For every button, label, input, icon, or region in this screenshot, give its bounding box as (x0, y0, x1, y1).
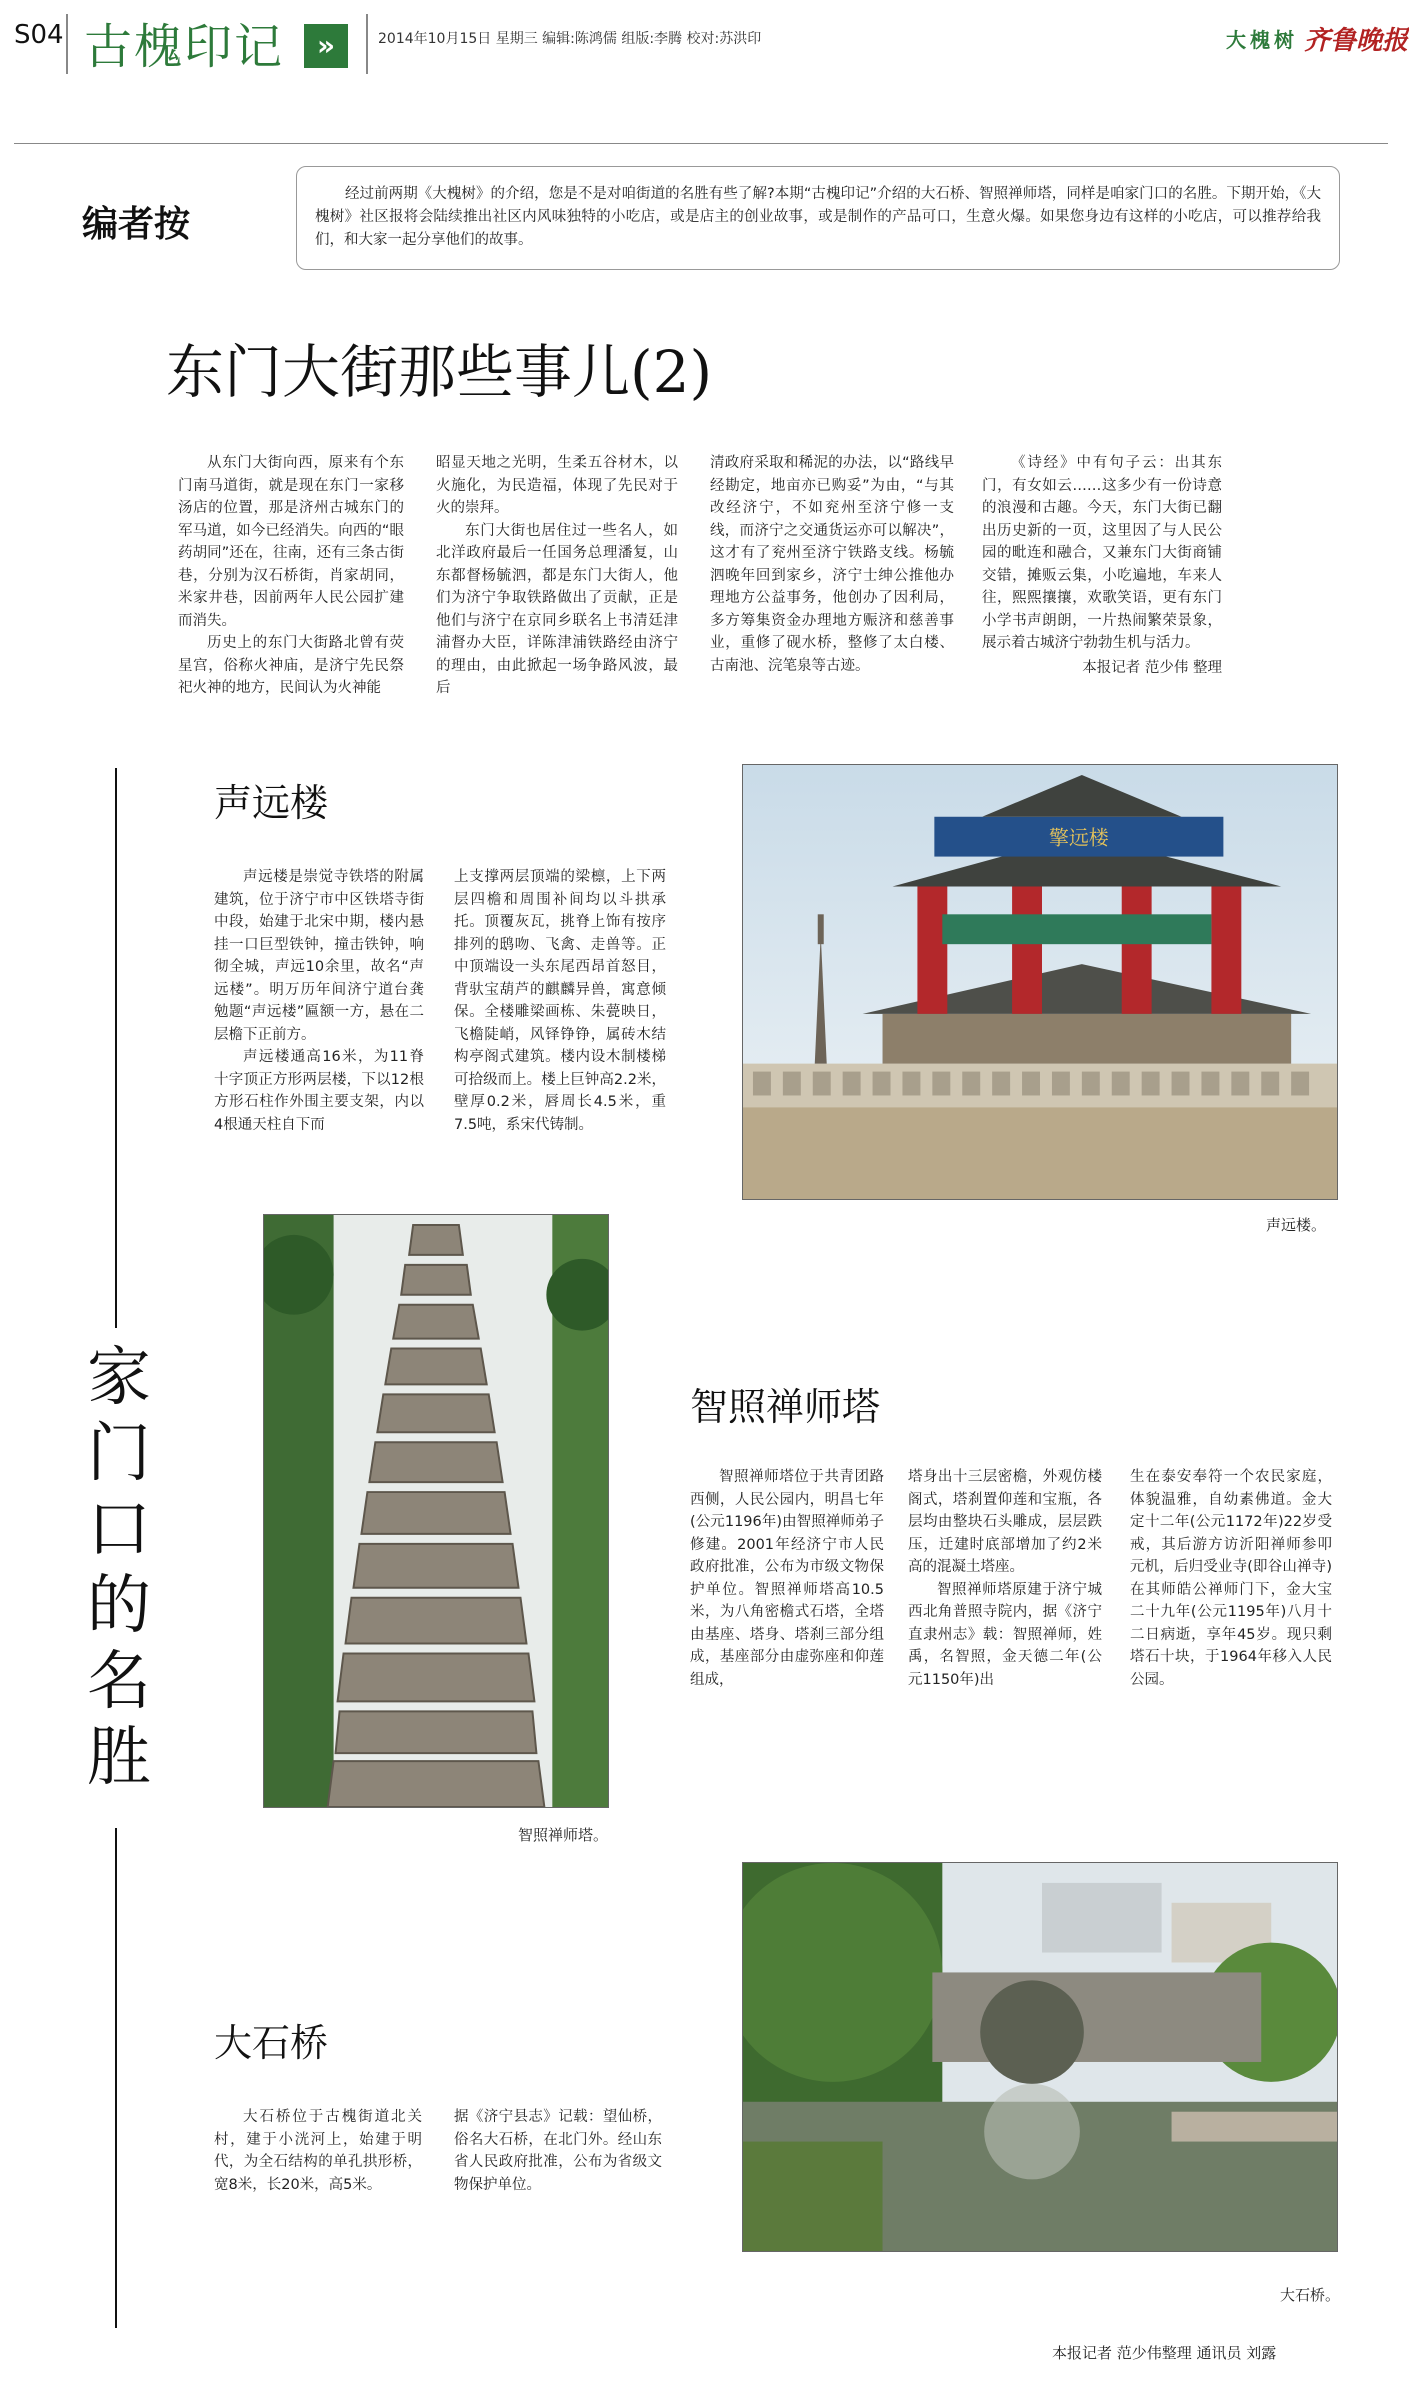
editor-note-text: 经过前两期《大槐树》的介绍，您是不是对咱街道的名胜有些了解?本期“古槐印记”介绍的大石桥、智照禅师塔，同样是咱家门口的名胜。下期开始，《大槐树》社区报将会陆续推出社区内风味独特的小吃店，或是店主的创业故事，或是制作的产品可口，生意火爆。如果您身边有这样的小吃店，可以推荐给我们，和大家一起分享他们的故事。 (296, 166, 1340, 270)
shengyuan-title: 声远楼 (214, 781, 329, 825)
editor-note-heading: 编者按 (82, 204, 191, 245)
header-divider (366, 14, 368, 74)
paragraph: 智照禅师塔原建于济宁城西北角普照寺院内，据《济宁直隶州志》载：智照禅师，姓禹，名智照，金天德二年(公元1150年)出 (908, 1581, 1102, 1688)
chevron-right-icon: » (304, 24, 348, 68)
side-rule-top (115, 768, 117, 1328)
shengyuan-column-2 (454, 866, 666, 1136)
zhizhao-column-3 (1130, 1466, 1332, 1691)
zhizhao-column-2 (908, 1466, 1102, 1691)
paragraph: 生在泰安奉符一个农民家庭，体貌温雅，自幼素佛道。金大定十二年(公元1172年)22岁受戒，其后游方访沂阳禅师参叩元机，后归受业寺(即谷山禅寺)在其师皓公禅师门下，金大宝二十九年(公元1195年)八月十二日病逝，享年45岁。现只剩塔石十块，于1964年移入人民公园。 (1130, 1469, 1332, 1688)
header-divider (66, 14, 68, 74)
paragraph: 清政府采取和稀泥的办法，以“路线早经勘定，地亩亦已购妥”为由，“与其改经济宁，不如兖州至济宁修一支线，而济宁之交通货运亦可以解决”，这才有了兖州至济宁铁路支线。杨毓泗晚年回到家乡，济宁士绅公推他办理地方公益事务，他创办了因利局，多方筹集资金办理地方赈济和慈善事业，重修了砚水桥，整修了太白楼、古南池、浣笔泉等古迹。 (710, 455, 954, 674)
plaque-text: 擎远楼 (1048, 826, 1109, 850)
side-section-title: 家门口的名胜 (87, 1341, 151, 1795)
header-rule (14, 143, 1388, 144)
bridge-photo (742, 1862, 1338, 2252)
page-number: S04 (14, 20, 64, 50)
paragraph: 昭显天地之光明，生柔五谷材木，以火施化，为民造福，体现了先民对于火的崇拜。 (436, 455, 678, 516)
paragraph: 《诗经》中有句子云：出其东门，有女如云……这多少有一份诗意的浪漫和古趣。今天，东门大街已翻出历史新的一页，这里因了与人民公园的毗连和融合，又兼东门大街商铺交错，摊贩云集，小吃遍地，车来人往，熙熙攘攘，欢歌笑语，更有东门小学书声朗朗，一片热闹繁荣景象，展示着古城济宁勃勃生机与活力。 (982, 455, 1222, 651)
article-column-1 (178, 452, 404, 700)
paragraph: 声远楼是崇觉寺铁塔的附属建筑，位于济宁市中区铁塔寺街中段，始建于北宋中期，楼内悬挂一口巨型铁钟，撞击铁钟，响彻全城，声远10余里，故名“声远楼”。明万历年间济宁道台龚勉题“声远楼”匾额一方，悬在二层檐下正前方。 (214, 869, 424, 1043)
paragraph: 上支撑两层顶端的梁檩，上下两层四檐和周围补间均以斗拱承托。顶覆灰瓦，挑脊上饰有按序排列的鸱吻、飞禽、走兽等。正中顶端设一头东尾西昂首怒目，背驮宝葫芦的麒麟异兽，寓意倾保。全楼雕梁画栋、朱甍映日，飞檐陡峭，风铎铮铮，属砖木结构亭阁式建筑。楼内设木制楼梯可拾级而上。楼上巨钟高2.2米，壁厚0.2米，唇周长4.5米，重7.5吨，系宋代铸制。 (454, 869, 666, 1133)
paragraph: 塔身出十三层密檐，外观仿楼阁式，塔刹置仰莲和宝瓶，各层均由整块石头雕成，层层跌压，迁建时底部增加了约2米高的混凝土塔座。 (908, 1469, 1102, 1575)
article-column-4 (982, 452, 1222, 679)
shengyuan-photo (742, 764, 1338, 1200)
page-byline: 本报记者 范少伟整理 通讯员 刘露 (1052, 2344, 1277, 2362)
paragraph: 声远楼通高16米，为11脊十字顶正方形两层楼，下以12根方形石柱作外围主要支架，内以4根通天柱自下而 (214, 1049, 424, 1133)
pagoda-photo (263, 1214, 609, 1808)
zhizhao-column-1 (690, 1466, 884, 1691)
newspaper-logo: 齐鲁晚报 (1304, 26, 1409, 56)
paragraph: 智照禅师塔位于共青团路西侧，人民公园内，明昌七年(公元1196年)由智照禅师弟子修建。2001年经济宁市人民政府批准，公布为市级文物保护单位。智照禅师塔高10.5米，为八角密檐式石塔，全塔由基座、塔身、塔刹三部分组成，基座部分由虚弥座和仰莲组成， (690, 1469, 884, 1688)
paragraph: 东门大街也居住过一些名人，如北洋政府最后一任国务总理潘复，山东都督杨毓泗，都是东门大街人，他们为济宁争取铁路做出了贡献，正是他们与济宁在京同乡联名上书清廷津浦督办大臣，详陈津浦铁路经由济宁的理由，由此掀起一场争路风波，最后 (436, 522, 678, 696)
issue-meta: 2014年10月15日 星期三 编辑:陈鸿儒 组版:李腾 校对:苏洪印 (378, 31, 762, 47)
brand-supplement: 大槐树 (1226, 28, 1298, 52)
side-rule-bottom (115, 1828, 117, 2328)
paragraph: 历史上的东门大街路北曾有荧星宫，俗称火神庙，是济宁先民祭祀火神的地方，民间认为火神能 (178, 635, 404, 696)
section-title: 古槐印记 (84, 19, 285, 75)
bridge-caption: 大石桥。 (1280, 2286, 1341, 2304)
paragraph: 据《济宁县志》记载：望仙桥，俗名大石桥，在北门外。经山东省人民政府批准，公布为省级文物保护单位。 (454, 2109, 662, 2193)
dashiqiao-title: 大石桥 (214, 2021, 329, 2065)
shengyuan-caption: 声远楼。 (1266, 1216, 1327, 1234)
paragraph: 大石桥位于古槐街道北关村，建于小洸河上，始建于明代，为全石结构的单孔拱形桥，宽8米，长20米，高5米。 (214, 2109, 422, 2193)
paragraph: 从东门大街向西，原来有个东门南马道街，就是现在东门一家移汤店的位置，那是济州古城东门的军马道，如今已经消失。向西的“眼药胡同”还在，往南，还有三条古街巷，分别为汉石桥街，肖家胡同，米家井巷，因前两年人民公园扩建而消失。 (178, 455, 404, 629)
dashiqiao-column-1 (214, 2106, 422, 2196)
article-signature: 本报记者 范少伟 整理 (1082, 659, 1222, 676)
article-column-3 (710, 452, 954, 677)
article-column-2 (436, 452, 678, 700)
zhizhao-title: 智照禅师塔 (690, 1385, 881, 1429)
pagoda-caption: 智照禅师塔。 (518, 1826, 609, 1844)
dashiqiao-column-2 (454, 2106, 662, 2196)
shengyuan-column-1 (214, 866, 424, 1136)
article-title: 东门大街那些事儿(2) (166, 338, 713, 406)
